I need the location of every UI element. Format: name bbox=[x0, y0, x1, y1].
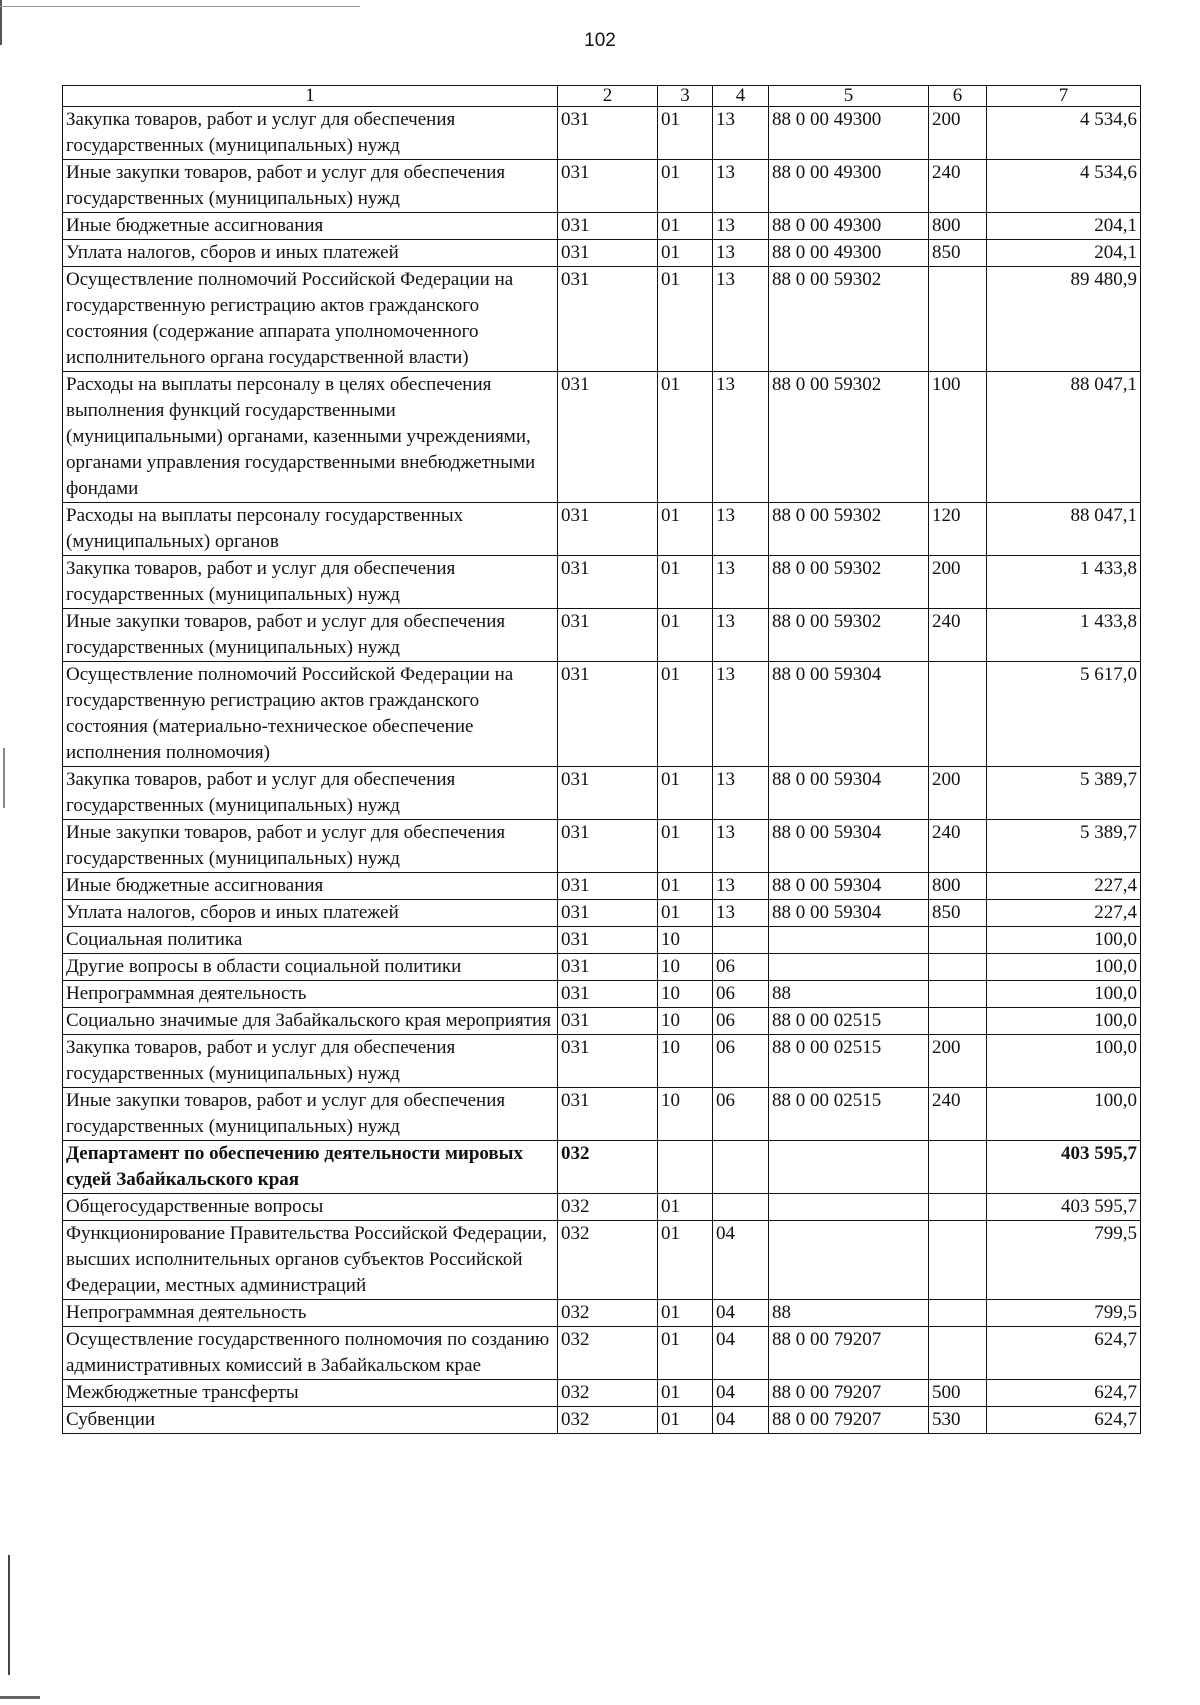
target-article-cell: 88 0 00 49300 bbox=[769, 107, 929, 160]
grbs-code-cell: 032 bbox=[558, 1380, 658, 1407]
row-name-cell: Расходы на выплаты персоналу государственных (муниципальных) органов bbox=[63, 503, 558, 556]
section-code-cell: 01 bbox=[658, 213, 713, 240]
row-name-cell: Общегосударственные вопросы bbox=[63, 1194, 558, 1221]
subsection-code-cell: 04 bbox=[713, 1380, 769, 1407]
grbs-code-cell: 032 bbox=[558, 1327, 658, 1380]
amount-cell: 100,0 bbox=[987, 1088, 1141, 1141]
subsection-code-cell: 06 bbox=[713, 954, 769, 981]
section-code-cell: 10 bbox=[658, 1088, 713, 1141]
target-article-cell: 88 0 00 59304 bbox=[769, 767, 929, 820]
table-row bbox=[63, 1221, 1141, 1300]
column-number-row bbox=[63, 86, 1141, 107]
target-article-cell: 88 0 00 59302 bbox=[769, 267, 929, 372]
amount-cell: 88 047,1 bbox=[987, 503, 1141, 556]
target-article-cell: 88 0 00 59302 bbox=[769, 372, 929, 503]
table-row bbox=[63, 1194, 1141, 1221]
column-header: 5 bbox=[769, 86, 929, 107]
row-name-cell: Иные закупки товаров, работ и услуг для обеспечения государственных (муниципальных) нужд bbox=[63, 160, 558, 213]
target-article-cell: 88 0 00 49300 bbox=[769, 213, 929, 240]
column-header: 2 bbox=[558, 86, 658, 107]
target-article-cell: 88 bbox=[769, 1300, 929, 1327]
expense-type-cell bbox=[929, 1008, 987, 1035]
table-row bbox=[63, 927, 1141, 954]
section-code-cell: 01 bbox=[658, 556, 713, 609]
amount-cell: 100,0 bbox=[987, 981, 1141, 1008]
target-article-cell: 88 0 00 79207 bbox=[769, 1327, 929, 1380]
table-row bbox=[63, 107, 1141, 160]
row-name-cell: Иные бюджетные ассигнования bbox=[63, 213, 558, 240]
expense-type-cell: 200 bbox=[929, 556, 987, 609]
table-row bbox=[63, 267, 1141, 372]
column-header: 3 bbox=[658, 86, 713, 107]
target-article-cell bbox=[769, 1221, 929, 1300]
section-code-cell: 01 bbox=[658, 1407, 713, 1434]
section-code-cell: 10 bbox=[658, 1035, 713, 1088]
expense-type-cell bbox=[929, 1327, 987, 1380]
scan-edge-line bbox=[0, 1696, 40, 1699]
section-code-cell: 01 bbox=[658, 1380, 713, 1407]
target-article-cell: 88 0 00 59304 bbox=[769, 900, 929, 927]
row-name-cell: Иные закупки товаров, работ и услуг для обеспечения государственных (муниципальных) нужд bbox=[63, 609, 558, 662]
expense-type-cell: 240 bbox=[929, 609, 987, 662]
row-name-cell: Иные закупки товаров, работ и услуг для обеспечения государственных (муниципальных) нужд bbox=[63, 820, 558, 873]
expense-type-cell bbox=[929, 1221, 987, 1300]
amount-cell: 403 595,7 bbox=[987, 1194, 1141, 1221]
target-article-cell: 88 bbox=[769, 981, 929, 1008]
table-row bbox=[63, 1407, 1141, 1434]
section-code-cell: 01 bbox=[658, 1327, 713, 1380]
row-name-cell: Закупка товаров, работ и услуг для обеспечения государственных (муниципальных) нужд bbox=[63, 1035, 558, 1088]
subsection-code-cell: 13 bbox=[713, 372, 769, 503]
amount-cell: 799,5 bbox=[987, 1221, 1141, 1300]
section-code-cell: 01 bbox=[658, 1194, 713, 1221]
amount-cell: 100,0 bbox=[987, 1035, 1141, 1088]
subsection-code-cell bbox=[713, 927, 769, 954]
target-article-cell: 88 0 00 59302 bbox=[769, 503, 929, 556]
expense-type-cell: 100 bbox=[929, 372, 987, 503]
grbs-code-cell: 031 bbox=[558, 107, 658, 160]
row-name-cell: Закупка товаров, работ и услуг для обеспечения государственных (муниципальных) нужд bbox=[63, 107, 558, 160]
table-row bbox=[63, 1035, 1141, 1088]
subsection-code-cell: 13 bbox=[713, 609, 769, 662]
expense-type-cell: 200 bbox=[929, 767, 987, 820]
table-row bbox=[63, 873, 1141, 900]
section-code-cell: 01 bbox=[658, 662, 713, 767]
subsection-code-cell: 06 bbox=[713, 1035, 769, 1088]
subsection-code-cell bbox=[713, 1141, 769, 1194]
grbs-code-cell: 031 bbox=[558, 1088, 658, 1141]
section-code-cell: 01 bbox=[658, 107, 713, 160]
target-article-cell bbox=[769, 1141, 929, 1194]
column-header: 7 bbox=[987, 86, 1141, 107]
table-row bbox=[63, 503, 1141, 556]
amount-cell: 1 433,8 bbox=[987, 609, 1141, 662]
amount-cell: 100,0 bbox=[987, 927, 1141, 954]
row-name-cell: Непрограммная деятельность bbox=[63, 1300, 558, 1327]
expense-type-cell: 850 bbox=[929, 900, 987, 927]
table-row bbox=[63, 213, 1141, 240]
grbs-code-cell: 032 bbox=[558, 1141, 658, 1194]
section-code-cell: 01 bbox=[658, 160, 713, 213]
grbs-code-cell: 031 bbox=[558, 160, 658, 213]
grbs-code-cell: 031 bbox=[558, 820, 658, 873]
amount-cell: 5 617,0 bbox=[987, 662, 1141, 767]
grbs-code-cell: 031 bbox=[558, 556, 658, 609]
row-name-cell: Непрограммная деятельность bbox=[63, 981, 558, 1008]
amount-cell: 100,0 bbox=[987, 1008, 1141, 1035]
target-article-cell: 88 0 00 79207 bbox=[769, 1407, 929, 1434]
grbs-code-cell: 031 bbox=[558, 954, 658, 981]
table-row bbox=[63, 900, 1141, 927]
table-row bbox=[63, 954, 1141, 981]
grbs-code-cell: 031 bbox=[558, 981, 658, 1008]
target-article-cell: 88 0 00 59304 bbox=[769, 820, 929, 873]
subsection-code-cell: 13 bbox=[713, 556, 769, 609]
amount-cell: 1 433,8 bbox=[987, 556, 1141, 609]
grbs-code-cell: 031 bbox=[558, 240, 658, 267]
amount-cell: 5 389,7 bbox=[987, 820, 1141, 873]
grbs-code-cell: 031 bbox=[558, 767, 658, 820]
subsection-code-cell: 13 bbox=[713, 662, 769, 767]
amount-cell: 227,4 bbox=[987, 900, 1141, 927]
target-article-cell: 88 0 00 79207 bbox=[769, 1380, 929, 1407]
subsection-code-cell bbox=[713, 1194, 769, 1221]
section-code-cell: 10 bbox=[658, 927, 713, 954]
amount-cell: 4 534,6 bbox=[987, 160, 1141, 213]
grbs-code-cell: 031 bbox=[558, 267, 658, 372]
target-article-cell: 88 0 00 59302 bbox=[769, 609, 929, 662]
subsection-code-cell: 06 bbox=[713, 1008, 769, 1035]
row-name-cell: Социально значимые для Забайкальского края мероприятия bbox=[63, 1008, 558, 1035]
row-name-cell: Субвенции bbox=[63, 1407, 558, 1434]
section-code-cell bbox=[658, 1141, 713, 1194]
row-name-cell: Расходы на выплаты персоналу в целях обеспечения выполнения функций государственными (муниципальными) органами, казенными учреждениями, органами управления государственными внебюджетными фондами bbox=[63, 372, 558, 503]
target-article-cell: 88 0 00 02515 bbox=[769, 1088, 929, 1141]
amount-cell: 624,7 bbox=[987, 1327, 1141, 1380]
row-name-cell: Иные закупки товаров, работ и услуг для обеспечения государственных (муниципальных) нужд bbox=[63, 1088, 558, 1141]
target-article-cell: 88 0 00 59304 bbox=[769, 873, 929, 900]
subsection-code-cell: 06 bbox=[713, 981, 769, 1008]
column-header: 1 bbox=[63, 86, 558, 107]
section-code-cell: 10 bbox=[658, 981, 713, 1008]
amount-cell: 204,1 bbox=[987, 240, 1141, 267]
grbs-code-cell: 031 bbox=[558, 503, 658, 556]
grbs-code-cell: 031 bbox=[558, 873, 658, 900]
subsection-code-cell: 13 bbox=[713, 820, 769, 873]
amount-cell: 100,0 bbox=[987, 954, 1141, 981]
section-code-cell: 01 bbox=[658, 372, 713, 503]
expense-type-cell bbox=[929, 927, 987, 954]
table-row bbox=[63, 767, 1141, 820]
row-name-cell: Уплата налогов, сборов и иных платежей bbox=[63, 900, 558, 927]
expense-type-cell: 200 bbox=[929, 107, 987, 160]
section-code-cell: 01 bbox=[658, 240, 713, 267]
target-article-cell bbox=[769, 927, 929, 954]
section-code-cell: 01 bbox=[658, 873, 713, 900]
expense-type-cell bbox=[929, 981, 987, 1008]
section-code-cell: 10 bbox=[658, 954, 713, 981]
table-row bbox=[63, 1300, 1141, 1327]
expense-type-cell: 800 bbox=[929, 873, 987, 900]
expense-type-cell bbox=[929, 1300, 987, 1327]
row-name-cell: Межбюджетные трансферты bbox=[63, 1380, 558, 1407]
subsection-code-cell: 13 bbox=[713, 503, 769, 556]
amount-cell: 799,5 bbox=[987, 1300, 1141, 1327]
amount-cell: 89 480,9 bbox=[987, 267, 1141, 372]
grbs-code-cell: 031 bbox=[558, 1035, 658, 1088]
row-name-cell: Социальная политика bbox=[63, 927, 558, 954]
expense-type-cell bbox=[929, 267, 987, 372]
row-name-cell: Иные бюджетные ассигнования bbox=[63, 873, 558, 900]
subsection-code-cell: 13 bbox=[713, 240, 769, 267]
table-row bbox=[63, 609, 1141, 662]
expense-type-cell: 240 bbox=[929, 160, 987, 213]
grbs-code-cell: 031 bbox=[558, 900, 658, 927]
amount-cell: 227,4 bbox=[987, 873, 1141, 900]
grbs-code-cell: 031 bbox=[558, 1008, 658, 1035]
section-code-cell: 10 bbox=[658, 1008, 713, 1035]
row-name-cell: Другие вопросы в области социальной политики bbox=[63, 954, 558, 981]
table-row bbox=[63, 820, 1141, 873]
row-name-cell: Осуществление государственного полномочия по созданию административных комиссий в Забайкальском крае bbox=[63, 1327, 558, 1380]
grbs-code-cell: 031 bbox=[558, 372, 658, 503]
table-row bbox=[63, 1327, 1141, 1380]
column-header: 6 bbox=[929, 86, 987, 107]
grbs-code-cell: 032 bbox=[558, 1407, 658, 1434]
table-row bbox=[63, 240, 1141, 267]
table-body bbox=[63, 107, 1141, 1434]
row-name-cell: Закупка товаров, работ и услуг для обеспечения государственных (муниципальных) нужд bbox=[63, 556, 558, 609]
expense-type-cell: 120 bbox=[929, 503, 987, 556]
amount-cell: 88 047,1 bbox=[987, 372, 1141, 503]
section-code-cell: 01 bbox=[658, 900, 713, 927]
expense-type-cell bbox=[929, 662, 987, 767]
subsection-code-cell: 06 bbox=[713, 1088, 769, 1141]
section-code-cell: 01 bbox=[658, 503, 713, 556]
table-row bbox=[63, 160, 1141, 213]
expense-type-cell: 200 bbox=[929, 1035, 987, 1088]
section-code-cell: 01 bbox=[658, 609, 713, 662]
row-name-cell: Осуществление полномочий Российской Федерации на государственную регистрацию актов гражданского состояния (материально-техническое обеспечение исполнения полномочия) bbox=[63, 662, 558, 767]
table-row bbox=[63, 981, 1141, 1008]
scan-edge-mark bbox=[3, 748, 5, 808]
amount-cell: 204,1 bbox=[987, 213, 1141, 240]
scan-edge-line bbox=[0, 6, 360, 7]
expense-type-cell bbox=[929, 954, 987, 981]
section-code-cell: 01 bbox=[658, 1221, 713, 1300]
expense-type-cell bbox=[929, 1141, 987, 1194]
expense-type-cell: 800 bbox=[929, 213, 987, 240]
grbs-code-cell: 031 bbox=[558, 927, 658, 954]
expense-type-cell: 530 bbox=[929, 1407, 987, 1434]
amount-cell: 624,7 bbox=[987, 1407, 1141, 1434]
subsection-code-cell: 13 bbox=[713, 107, 769, 160]
grbs-code-cell: 031 bbox=[558, 213, 658, 240]
page-number: 102 bbox=[584, 30, 616, 51]
subsection-code-cell: 13 bbox=[713, 900, 769, 927]
amount-cell: 4 534,6 bbox=[987, 107, 1141, 160]
subsection-code-cell: 13 bbox=[713, 160, 769, 213]
amount-cell: 403 595,7 bbox=[987, 1141, 1141, 1194]
grbs-code-cell: 032 bbox=[558, 1300, 658, 1327]
table-row bbox=[63, 1088, 1141, 1141]
expense-type-cell: 500 bbox=[929, 1380, 987, 1407]
subsection-code-cell: 04 bbox=[713, 1327, 769, 1380]
table-row bbox=[63, 1141, 1141, 1194]
row-name-cell: Осуществление полномочий Российской Федерации на государственную регистрацию актов гражданского состояния (содержание аппарата уполномоченного исполнительного органа государственной власти) bbox=[63, 267, 558, 372]
target-article-cell: 88 0 00 59304 bbox=[769, 662, 929, 767]
grbs-code-cell: 032 bbox=[558, 1194, 658, 1221]
budget-table bbox=[62, 85, 1141, 1434]
table-row bbox=[63, 662, 1141, 767]
row-name-cell: Департамент по обеспечению деятельности мировых судей Забайкальского края bbox=[63, 1141, 558, 1194]
row-name-cell: Закупка товаров, работ и услуг для обеспечения государственных (муниципальных) нужд bbox=[63, 767, 558, 820]
table-row bbox=[63, 556, 1141, 609]
target-article-cell bbox=[769, 954, 929, 981]
table-row bbox=[63, 372, 1141, 503]
subsection-code-cell: 04 bbox=[713, 1300, 769, 1327]
section-code-cell: 01 bbox=[658, 820, 713, 873]
amount-cell: 5 389,7 bbox=[987, 767, 1141, 820]
subsection-code-cell: 04 bbox=[713, 1221, 769, 1300]
grbs-code-cell: 031 bbox=[558, 662, 658, 767]
subsection-code-cell: 13 bbox=[713, 767, 769, 820]
section-code-cell: 01 bbox=[658, 767, 713, 820]
row-name-cell: Уплата налогов, сборов и иных платежей bbox=[63, 240, 558, 267]
row-name-cell: Функционирование Правительства Российской Федерации, высших исполнительных органов субъектов Российской Федерации, местных администраций bbox=[63, 1221, 558, 1300]
target-article-cell: 88 0 00 02515 bbox=[769, 1008, 929, 1035]
section-code-cell: 01 bbox=[658, 1300, 713, 1327]
table-row bbox=[63, 1380, 1141, 1407]
target-article-cell: 88 0 00 49300 bbox=[769, 240, 929, 267]
subsection-code-cell: 13 bbox=[713, 873, 769, 900]
target-article-cell bbox=[769, 1194, 929, 1221]
grbs-code-cell: 031 bbox=[558, 609, 658, 662]
subsection-code-cell: 13 bbox=[713, 267, 769, 372]
grbs-code-cell: 032 bbox=[558, 1221, 658, 1300]
expense-type-cell: 240 bbox=[929, 1088, 987, 1141]
scan-edge-mark bbox=[8, 1555, 10, 1675]
expense-type-cell: 850 bbox=[929, 240, 987, 267]
amount-cell: 624,7 bbox=[987, 1380, 1141, 1407]
expense-type-cell: 240 bbox=[929, 820, 987, 873]
target-article-cell: 88 0 00 02515 bbox=[769, 1035, 929, 1088]
table-row bbox=[63, 1008, 1141, 1035]
subsection-code-cell: 13 bbox=[713, 213, 769, 240]
section-code-cell: 01 bbox=[658, 267, 713, 372]
target-article-cell: 88 0 00 49300 bbox=[769, 160, 929, 213]
expense-type-cell bbox=[929, 1194, 987, 1221]
column-header: 4 bbox=[713, 86, 769, 107]
target-article-cell: 88 0 00 59302 bbox=[769, 556, 929, 609]
subsection-code-cell: 04 bbox=[713, 1407, 769, 1434]
